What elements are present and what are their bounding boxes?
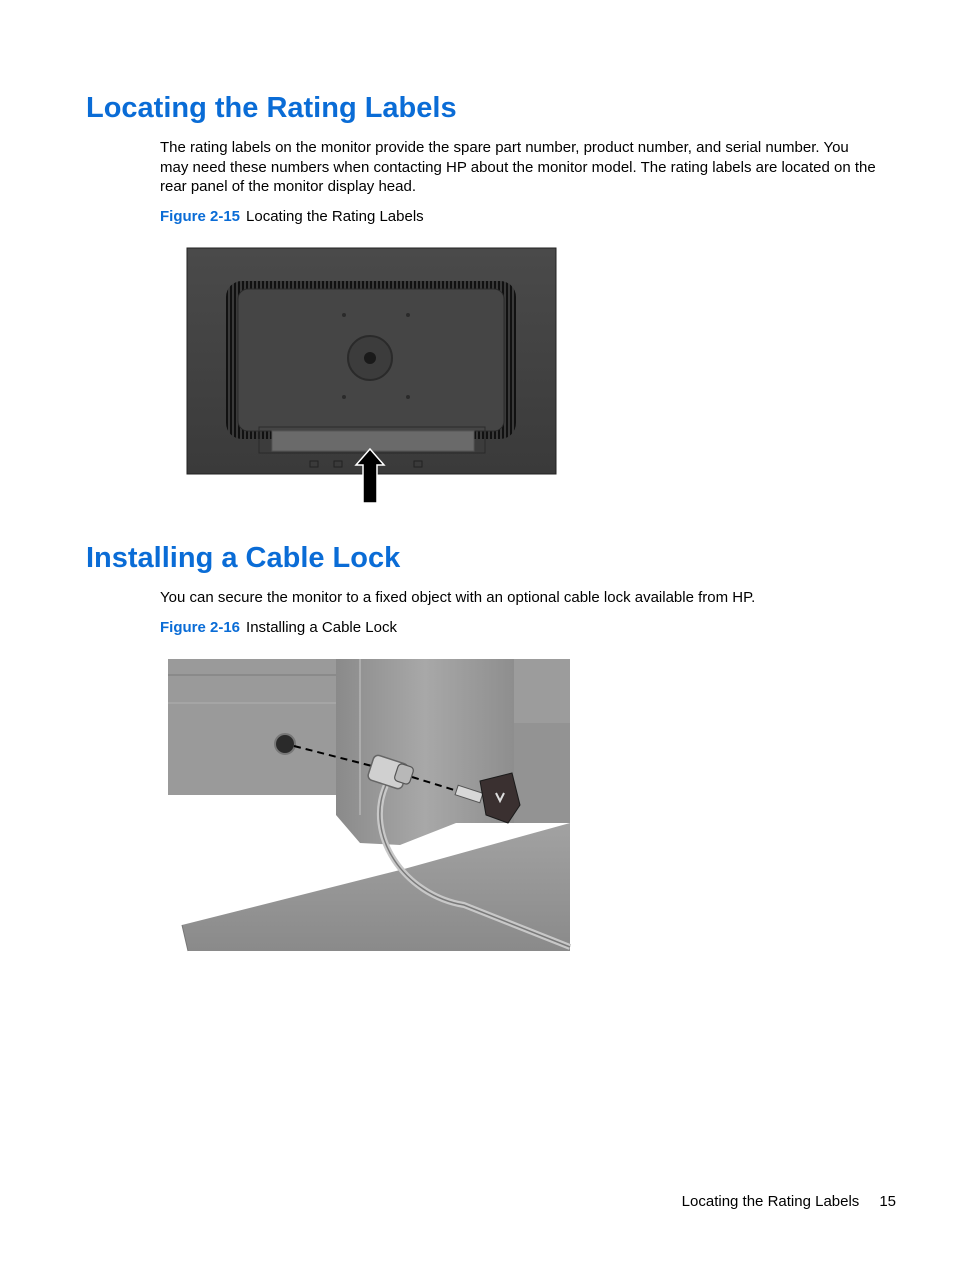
cable-lock-illustration bbox=[164, 655, 574, 957]
figure-caption bbox=[160, 618, 397, 637]
stand-neck bbox=[336, 659, 514, 845]
figure-number: Figure 2-15 bbox=[160, 208, 241, 225]
figure-number: Figure 2-16 bbox=[160, 619, 241, 636]
lock-slot bbox=[275, 734, 295, 754]
monitor-body bbox=[168, 659, 336, 795]
figure-caption-text: Locating the Rating Labels bbox=[246, 208, 424, 225]
footer-section-title: Locating the Rating Labels bbox=[681, 1193, 860, 1210]
page-footer bbox=[682, 1192, 896, 1211]
cable-lock-paragraph: You can secure the monitor to a fixed object with an optional cable lock available from HP. bbox=[160, 589, 756, 606]
rating-label bbox=[272, 431, 474, 451]
figure-caption bbox=[160, 207, 424, 226]
figure-caption-text: Installing a Cable Lock bbox=[246, 619, 397, 636]
section-heading-rating-labels: Locating the Rating Labels bbox=[86, 92, 457, 124]
section-heading-cable-lock: Installing a Cable Lock bbox=[86, 542, 401, 574]
monitor-rear-illustration bbox=[186, 247, 558, 505]
page-number: 15 bbox=[879, 1193, 896, 1210]
rating-labels-paragraph: The rating labels on the monitor provide the spare part number, product number, and serial number. You may need these numbers when contacting HP about the monitor model. The rating labels are located on the rear panel of the monitor display head. bbox=[160, 139, 876, 195]
